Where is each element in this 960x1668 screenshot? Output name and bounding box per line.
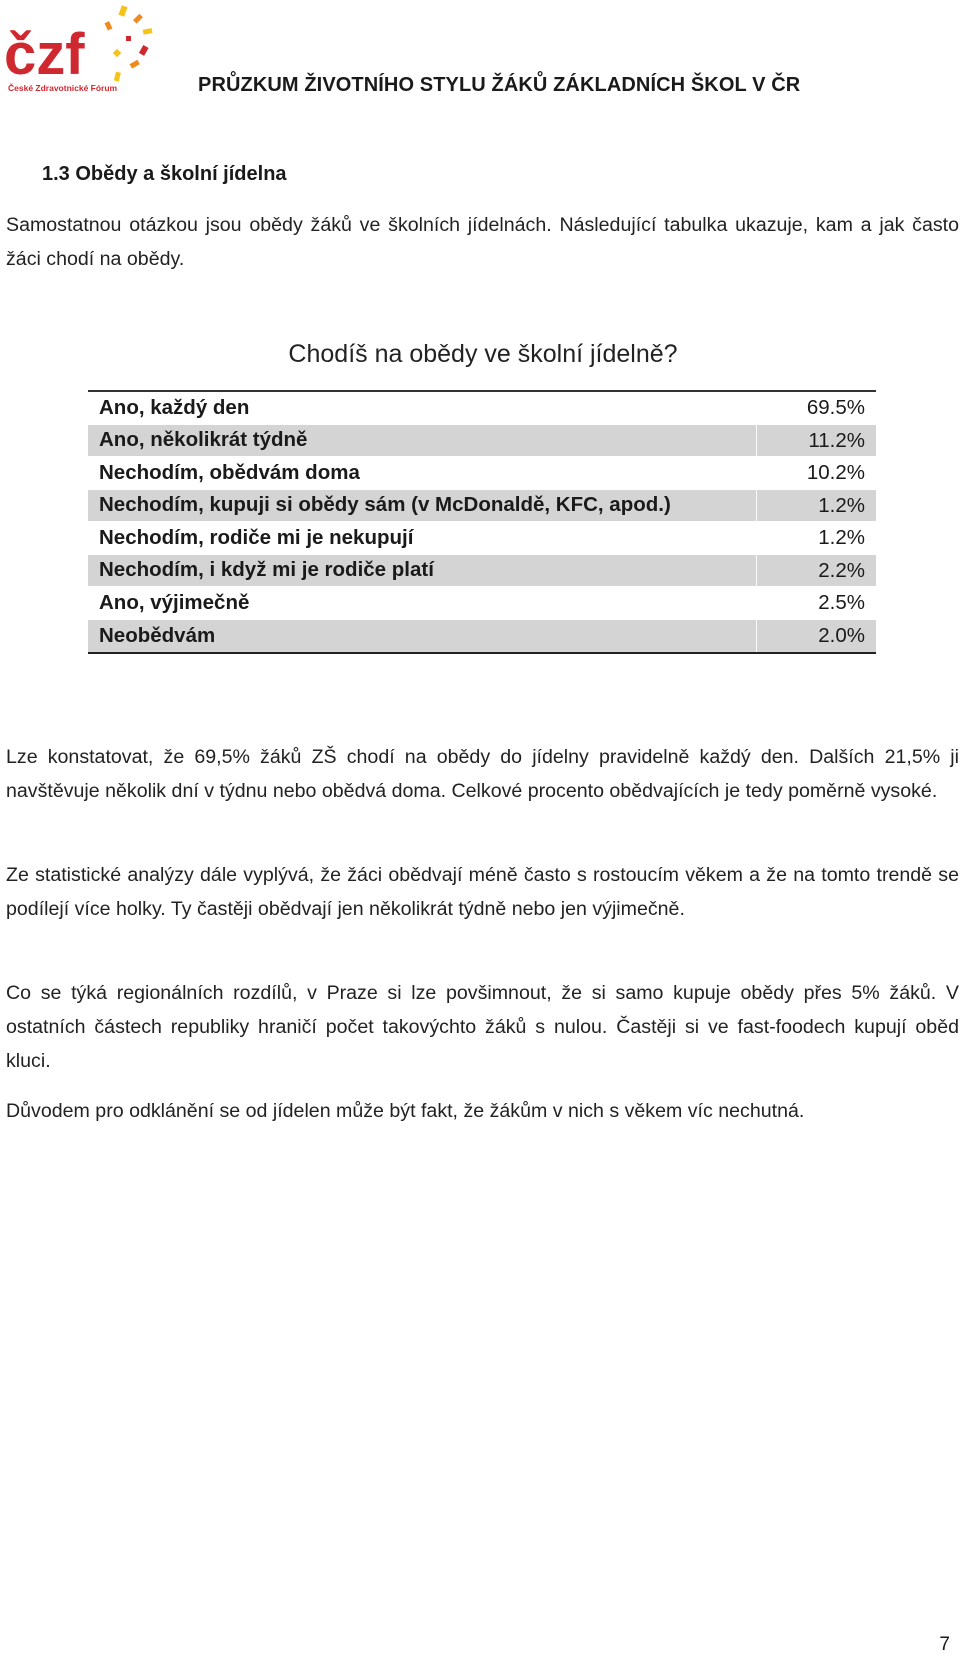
table-caption: Chodíš na obědy ve školní jídelně? [288, 340, 678, 368]
row-value: 1.2% [756, 490, 876, 522]
logo-subtitle: České Zdravotnické Fórum [8, 83, 118, 93]
row-value: 2.2% [756, 555, 876, 587]
row-value: 2.0% [756, 620, 876, 653]
logo-star-cluster [104, 5, 152, 81]
row-label: Ano, výjimečně [99, 590, 250, 614]
body-paragraph: Co se týká regionálních rozdílů, v Praze si lze povšimnout, že si samo kupuje obědy přes 5% žáků. V ostatních částech republiky hraničí počet takovýchto žáků s nulou. Častěji si ve fast-foodech kupují oběd kluci. [6, 982, 959, 1072]
row-value: 1.2% [756, 522, 876, 554]
row-label: Ano, několikrát týdně [99, 428, 308, 452]
row-label: Nechodím, i když mi je rodiče platí [99, 558, 434, 582]
table-row [88, 392, 876, 425]
row-value: 2.5% [756, 587, 876, 619]
table-row [88, 457, 876, 490]
table-row [88, 490, 876, 523]
row-label: Nechodím, obědvám doma [99, 460, 360, 484]
body-paragraph: Důvodem pro odklánění se od jídelen může být fakt, že žákům v nich s věkem víc nechutná. [6, 1100, 805, 1122]
body-paragraph: Ze statistické analýzy dále vyplývá, že žáci obědvají méně často s rostoucím věkem a že na tomto trendě se podílejí více holky. Ty častěji obědvají jen několikrát týdně nebo jen výjimečně. [6, 864, 959, 920]
section-heading: 1.3 Obědy a školní jídelna [42, 163, 287, 185]
row-label: Nechodím, rodiče mi je nekupují [99, 525, 414, 549]
body-paragraph: Lze konstatovat, že 69,5% žáků ZŠ chodí na obědy do jídelny pravidelně každý den. Dalších 21,5% ji navštěvuje několik dní v týdnu nebo obědvá doma. Celkové procento obědvajících je tedy poměrně vysoké. [6, 746, 959, 802]
table-row [88, 587, 876, 620]
table-row [88, 620, 876, 653]
table-row [88, 522, 876, 555]
row-label: Ano, každý den [99, 395, 250, 419]
table-row [88, 425, 876, 458]
logo-letters: čzf [4, 22, 85, 87]
row-value: 69.5% [756, 392, 876, 424]
survey-table [88, 390, 876, 654]
table-row [88, 555, 876, 588]
document-header-title: PRŮZKUM ŽIVOTNÍHO STYLU ŽÁKŮ ZÁKLADNÍCH ŠKOL V ČR [198, 74, 801, 96]
page-number: 7 [939, 1634, 950, 1655]
row-value: 10.2% [756, 457, 876, 489]
intro-paragraph: Samostatnou otázkou jsou obědy žáků ve školních jídelnách. Následující tabulka ukazuje, kam a jak často žáci chodí na obědy. [6, 214, 959, 270]
row-label: Neobědvám [99, 623, 216, 647]
row-value: 11.2% [756, 425, 876, 457]
row-label: Nechodím, kupuji si obědy sám (v McDonaldě, KFC, apod.) [99, 493, 671, 517]
czf-logo [2, 4, 162, 98]
